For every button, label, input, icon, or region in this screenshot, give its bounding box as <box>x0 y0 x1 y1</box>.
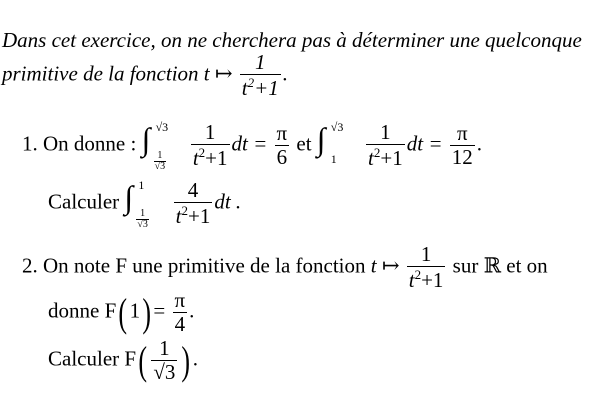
intro-line-1: Dans cet exercice, on ne cherchera pas à déterminer une quelconque <box>2 28 582 52</box>
q1-number: 1. <box>22 131 38 156</box>
integrand-den-tail: +1 <box>205 146 228 170</box>
q1-calc-label: Calculer <box>48 189 120 214</box>
intro-text: primitive de la fonction <box>2 61 204 86</box>
intro-end: . <box>282 61 288 86</box>
q2-den-tail: +1 <box>421 268 444 292</box>
q2-line-3 <box>48 338 198 383</box>
q1-integrand-2 <box>366 122 405 169</box>
integrand2-den-tail: +1 <box>380 146 403 170</box>
left-paren-icon: ( <box>138 337 148 383</box>
intro-fn-map: t ↦ <box>203 61 233 86</box>
res2-num: π <box>450 123 475 146</box>
intro-den-tail: +1 <box>254 76 279 100</box>
q2-arg-den: √3 <box>153 360 176 384</box>
intro-den-base: t <box>241 76 248 100</box>
q1-integral-2 <box>316 119 359 169</box>
q1-dt-equals-1: dt = <box>231 131 268 156</box>
q2-line-1 <box>22 244 548 291</box>
integral-sign-icon: ∫ <box>141 120 151 157</box>
q2-F2: F <box>124 346 137 371</box>
q1-line <box>22 119 482 172</box>
integral-sign-icon: ∫ <box>124 178 134 215</box>
integrand-num: 1 <box>191 122 230 145</box>
q2-den-exp: 2 <box>414 267 422 282</box>
q1-integrand-1 <box>191 122 230 169</box>
integrand2-den <box>366 145 405 169</box>
q1-integral-3 <box>124 177 166 230</box>
integrand2-den-exp: 2 <box>373 145 381 160</box>
right-paren-icon: ) <box>142 289 152 335</box>
q2-given-text: donne <box>48 298 100 323</box>
q2-arg-num: 1 <box>151 338 177 361</box>
q1-result-2 <box>450 123 475 168</box>
q1-given-label: On donne : <box>43 131 137 156</box>
q1-and: et <box>296 131 312 156</box>
integrand3-den-tail: +1 <box>187 204 211 228</box>
int3-lower-num: 1 <box>136 209 149 220</box>
q2-end: . <box>192 346 199 371</box>
integrand2-num: 1 <box>366 122 405 145</box>
intro-den-exp: 2 <box>247 75 255 90</box>
q1-integral-1 <box>141 119 184 172</box>
q1-calc-line <box>48 177 242 230</box>
q2-F: F <box>104 298 117 323</box>
int3-lower <box>136 209 149 230</box>
integrand3-den <box>174 203 213 227</box>
intro-line-2 <box>2 52 288 99</box>
q2-F-arg: 1 <box>129 298 141 323</box>
q2-frac-den <box>407 267 446 291</box>
q2-fn-map: t ↦ <box>370 253 400 278</box>
q2-line-2 <box>48 290 194 335</box>
q2-reals: ℝ <box>483 253 502 278</box>
integral-sign-icon: ∫ <box>316 120 326 157</box>
int3-upper: 1 <box>138 177 145 192</box>
int2-lower: 1 <box>330 151 337 166</box>
q1-dt-equals-2: dt = <box>406 131 443 156</box>
integrand3-num: 4 <box>174 180 213 203</box>
q2-fraction <box>407 244 446 291</box>
integrand-den-exp: 2 <box>198 145 206 160</box>
q2-period: . <box>189 298 195 323</box>
q2-text-c: et on <box>506 253 548 278</box>
integrand-den <box>191 145 230 169</box>
q2-text-a: On note F une primitive de la fonction <box>43 253 366 278</box>
q2-equals: = <box>153 298 166 323</box>
q2-text-b: sur <box>452 253 479 278</box>
intro-fraction <box>240 52 281 99</box>
res2-den: 12 <box>451 145 473 169</box>
q1-integrand-3 <box>174 180 213 227</box>
right-paren-icon: ) <box>181 337 191 383</box>
q1-period: . <box>476 131 482 156</box>
q2-arg-fraction <box>151 338 177 383</box>
q2-den-base: t <box>408 268 415 292</box>
q2-calc-label: Calculer <box>48 346 120 371</box>
q2-value <box>173 290 188 335</box>
int1-lower-num: 1 <box>154 151 167 162</box>
intro-frac-den <box>240 75 281 99</box>
int2-upper: √3 <box>330 119 344 134</box>
int1-lower <box>154 151 167 172</box>
left-paren-icon: ( <box>118 289 128 335</box>
q1-dt-tail: dt . <box>214 189 242 214</box>
intro-frac-num: 1 <box>240 52 281 75</box>
q1-result-1 <box>275 123 290 168</box>
integrand-den-base: t <box>192 146 199 170</box>
res1-den: 6 <box>276 145 288 169</box>
int1-lower-den: √3 <box>154 160 166 172</box>
q2-frac-num: 1 <box>407 244 446 267</box>
integrand2-den-base: t <box>368 146 374 170</box>
q2-val-den: 4 <box>174 312 186 336</box>
q2-val-num: π <box>174 288 186 312</box>
int3-lower-den: √3 <box>137 218 148 230</box>
integrand3-den-exp: 2 <box>181 203 188 218</box>
int1-upper: √3 <box>155 119 169 134</box>
integrand3-den-base: t <box>175 204 182 228</box>
res1-num: π <box>276 121 288 145</box>
q2-number: 2. <box>22 253 38 278</box>
